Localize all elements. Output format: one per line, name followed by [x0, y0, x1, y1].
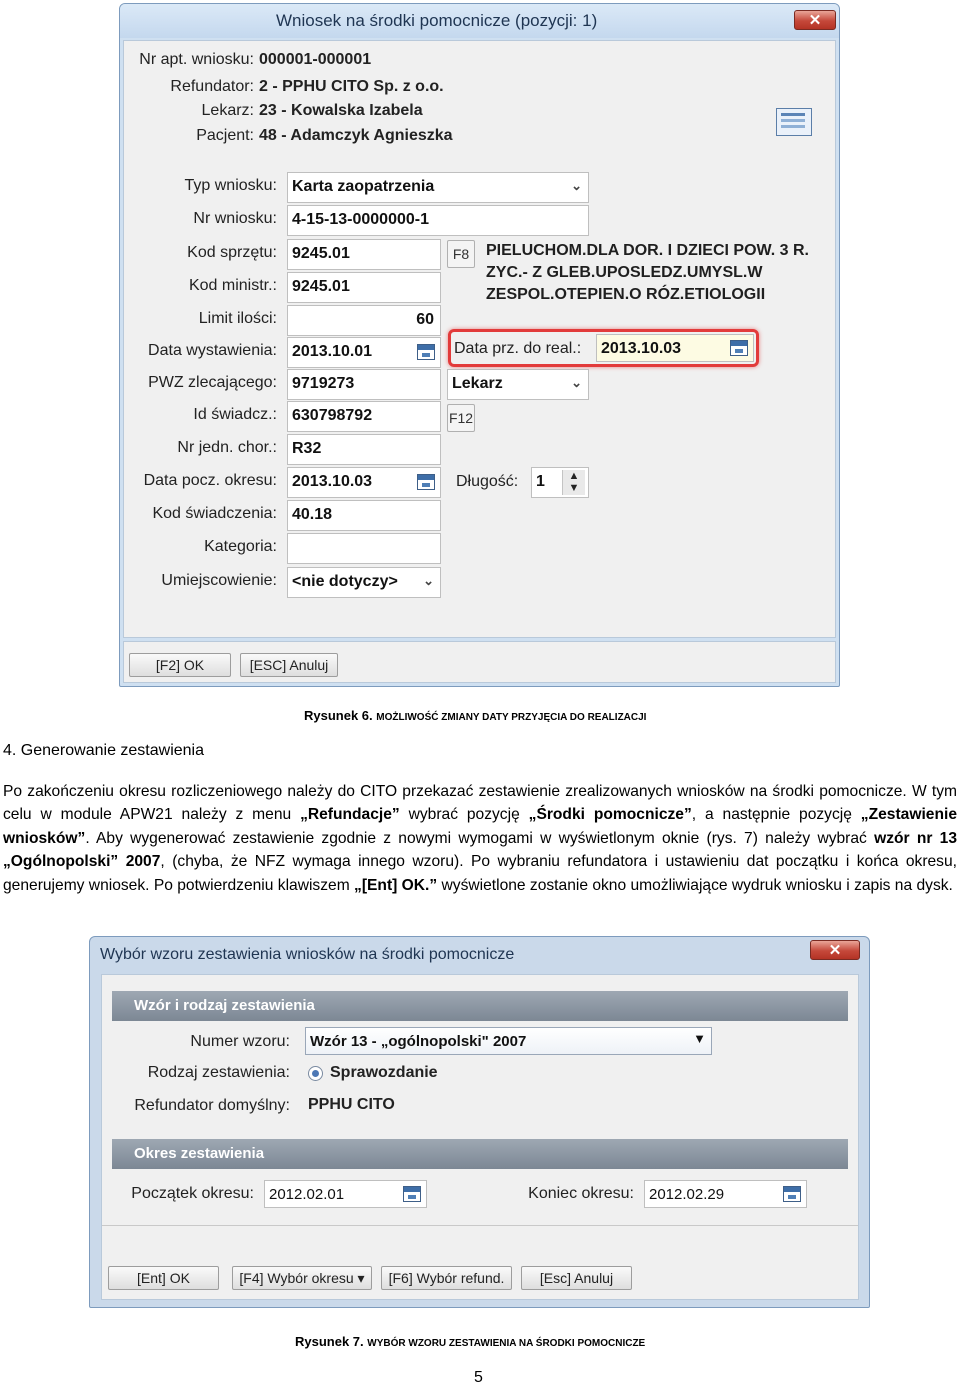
- ok-button[interactable]: [F2] OK: [129, 653, 231, 677]
- data-pocz-label: Data pocz. okresu:: [143, 472, 277, 489]
- select-period-button[interactable]: [F4] Wybór okresu ▾: [232, 1266, 372, 1290]
- kod-ministr-input[interactable]: 9245.01: [287, 272, 441, 303]
- form-panel: [123, 40, 836, 638]
- menu-zestawienie-wnioskow: „Zestawienie wniosków”: [3, 806, 957, 847]
- close-button[interactable]: ✕: [810, 940, 860, 960]
- umiejsc-label: Umiejscowienie:: [161, 572, 277, 589]
- poczatek-input[interactable]: [264, 1180, 427, 1208]
- body-paragraph: [3, 780, 957, 897]
- document-list-icon[interactable]: [776, 108, 812, 136]
- info-label-pacjent: Pacjent:: [196, 127, 254, 144]
- wzor-13-emphasis: wzór nr 13 „Ogólnopolski” 2007: [3, 829, 957, 871]
- calendar-icon[interactable]: [417, 344, 435, 360]
- info-value-pacjent: 48 - Adamczyk Agnieszka: [259, 127, 453, 144]
- calendar-icon[interactable]: [783, 1186, 801, 1202]
- id-swiadcz-label: Id świadcz.:: [193, 406, 277, 423]
- template-selection-window: [89, 936, 870, 1308]
- chevron-down-icon: ⌄: [571, 375, 582, 390]
- id-swiadcz-input[interactable]: 630798792: [287, 401, 441, 432]
- limit-input[interactable]: 60: [287, 305, 441, 336]
- umiejsc-select[interactable]: [287, 567, 441, 598]
- nr-jedn-input[interactable]: R32: [287, 434, 441, 465]
- text-run: . Aby wygenerować zestawienie zgodnie z nowymi wymogami w wyświetlonym oknie (rys. 7) należy wybrać: [85, 829, 875, 847]
- caption-text: WYBÓR WZORU ZESTAWIENIA NA ŚRODKI POMOCNICZE: [367, 1338, 646, 1349]
- section-header-period: Okres zestawienia: [112, 1139, 848, 1169]
- chevron-down-icon: ⌄: [423, 573, 434, 588]
- kod-sprzetu-input[interactable]: 9245.01: [287, 239, 441, 270]
- umiejsc-value: <nie dotyczy>: [292, 573, 398, 590]
- chevron-down-icon: ▼: [693, 1031, 706, 1046]
- caption-text: MOŻLIWOŚĆ ZMIANY DATY PRZYJĘCIA DO REALIZACJI: [376, 712, 647, 723]
- info-value-refundator: 2 - PPHU CITO Sp. z o.o.: [259, 78, 444, 95]
- pwz-input[interactable]: 9719273: [287, 369, 441, 400]
- text-run: , (chyba, że NFZ wymaga innego wzoru). Po wybraniu refundatora i ustawieniu dat początku i końca okresu, generujemy wniosek. Po potwierdzeniu klawiszem: [3, 853, 957, 894]
- data-wyst-label: Data wystawienia:: [148, 342, 277, 359]
- refundator-value: PPHU CITO: [308, 1096, 395, 1113]
- cancel-button[interactable]: [Esc] Anuluj: [521, 1266, 632, 1290]
- close-button[interactable]: ✕: [794, 10, 836, 30]
- cancel-button[interactable]: [ESC] Anuluj: [240, 653, 338, 677]
- menu-srodki-pomocnicze: „Środki pomocnicze”: [528, 806, 692, 824]
- equipment-description: [486, 240, 831, 306]
- typ-label: Typ wniosku:: [184, 177, 277, 194]
- figure-7-caption: [295, 1334, 645, 1349]
- poczatek-label: Początek okresu:: [131, 1185, 254, 1202]
- section-heading: 4. Generowanie zestawienia: [3, 742, 205, 759]
- nr-label: Nr wniosku:: [193, 210, 277, 227]
- text-run: Po zakończeniu okresu rozliczeniowego należy do CITO przekazać zestawienie zrealizowanych wniosków na środki pomocnicze. W tym celu w module APW21 należy z menu: [3, 783, 957, 824]
- text-run: wybrać pozycję: [399, 806, 529, 824]
- spinner-arrows-icon[interactable]: ▲ ▼: [562, 470, 585, 495]
- page-number: 5: [474, 1369, 483, 1386]
- kod-sprzetu-label: Kod sprzętu:: [187, 244, 277, 261]
- kod-ministr-label: Kod ministr.:: [188, 277, 277, 294]
- info-value-lekarz: 23 - Kowalska Izabela: [259, 102, 423, 119]
- f8-button[interactable]: F8: [447, 240, 475, 268]
- data-prz-value: 2013.10.03: [601, 340, 682, 357]
- kod-swiadcz-label: Kod świadczenia:: [152, 505, 277, 522]
- data-pocz-value: 2013.10.03: [292, 473, 373, 490]
- koniec-value: 2012.02.29: [649, 1186, 725, 1203]
- kod-swiadcz-input[interactable]: 40.18: [287, 500, 441, 531]
- section-header-template: Wzór i rodzaj zestawienia: [112, 991, 848, 1021]
- kategoria-label: Kategoria:: [204, 538, 277, 555]
- dialog-panel: [101, 974, 859, 1300]
- dlugosc-value: 1: [536, 473, 545, 490]
- numer-wzoru-label: Numer wzoru:: [190, 1033, 290, 1050]
- text-run: , a następnie pozycję: [691, 806, 861, 824]
- request-window: [119, 3, 840, 687]
- calendar-icon[interactable]: [730, 340, 748, 356]
- caption-prefix: Rysunek 6.: [304, 708, 377, 723]
- koniec-input[interactable]: [644, 1180, 807, 1208]
- typ-select[interactable]: [287, 172, 589, 203]
- data-prz-label: Data prz. do real.:: [454, 340, 582, 357]
- sprawozdanie-radio[interactable]: [308, 1066, 323, 1081]
- window-title: Wniosek na środki pomocnicze (pozycji: 1): [276, 11, 598, 30]
- info-label-nr: Nr apt. wniosku:: [139, 51, 254, 68]
- limit-label: Limit ilości:: [198, 310, 277, 327]
- divider: [102, 1225, 858, 1226]
- rodzaj-label: Rodzaj zestawienia:: [147, 1064, 290, 1081]
- poczatek-value: 2012.02.01: [269, 1186, 345, 1203]
- data-pocz-input[interactable]: [287, 467, 441, 498]
- numer-wzoru-select[interactable]: [305, 1027, 712, 1055]
- numer-wzoru-value: Wzór 13 - „ogólnopolski" 2007: [310, 1033, 527, 1050]
- info-label-refundator: Refundator:: [170, 78, 254, 95]
- koniec-label: Koniec okresu:: [528, 1185, 634, 1202]
- typ-value: Karta zaopatrzenia: [292, 178, 435, 195]
- calendar-icon[interactable]: [417, 474, 435, 490]
- select-refundator-button[interactable]: [F6] Wybór refund.: [381, 1266, 512, 1290]
- description-line: ZESPOL.OTEPIEN.O RÓZ.ETIOLOGII: [486, 286, 766, 303]
- nr-input[interactable]: 4-15-13-0000000-1: [287, 205, 589, 236]
- f12-button[interactable]: F12: [447, 404, 475, 432]
- info-label-lekarz: Lekarz:: [201, 102, 254, 119]
- description-line: ZYC.- Z GLEB.UPOSLEDZ.UMYSL.W: [486, 264, 763, 281]
- calendar-icon[interactable]: [403, 1186, 421, 1202]
- dlugosc-stepper[interactable]: [531, 467, 589, 498]
- menu-refundacje: „Refundacje”: [300, 806, 400, 824]
- lekarz-select[interactable]: [447, 369, 589, 400]
- kategoria-input[interactable]: [287, 533, 441, 564]
- nr-jedn-label: Nr jedn. chor.:: [177, 439, 277, 456]
- figure-6-caption: [304, 708, 646, 723]
- caption-prefix: Rysunek 7.: [295, 1334, 368, 1349]
- data-prz-input[interactable]: [596, 334, 754, 362]
- chevron-down-icon: ⌄: [571, 178, 582, 193]
- button-bar: [123, 641, 836, 683]
- data-wyst-value: 2013.10.01: [292, 343, 373, 360]
- window-title: Wybór wzoru zestawienia wniosków na środki pomocnicze: [100, 946, 515, 963]
- ok-button[interactable]: [Ent] OK: [108, 1266, 219, 1290]
- ent-ok-emphasis: „[Ent] OK.”: [354, 876, 438, 894]
- dlugosc-label: Długość:: [456, 473, 519, 490]
- pwz-label: PWZ zlecającego:: [148, 374, 277, 391]
- text-run: wyświetlone zostanie okno umożliwiające wydruk wniosku i zapis na dysk.: [437, 876, 953, 894]
- sprawozdanie-label: Sprawozdanie: [330, 1064, 438, 1081]
- description-line: PIELUCHOM.DLA DOR. I DZIECI POW. 3 R.: [486, 242, 809, 259]
- data-wyst-input[interactable]: [287, 337, 441, 368]
- lekarz-value: Lekarz: [452, 375, 503, 392]
- refundator-label: Refundator domyślny:: [134, 1097, 290, 1114]
- info-value-nr: 000001-000001: [259, 51, 372, 68]
